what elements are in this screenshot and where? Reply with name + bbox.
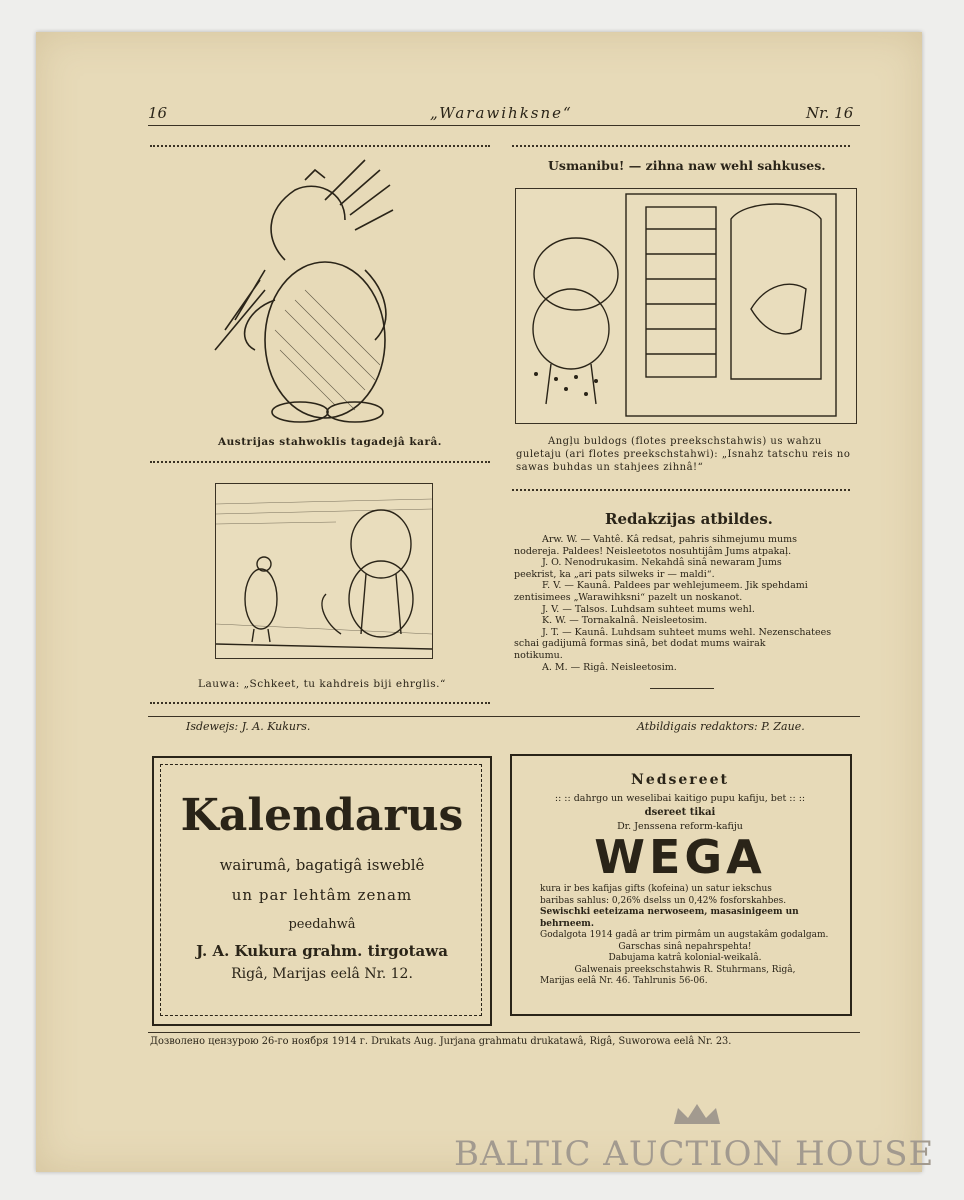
crown-icon [670,1102,724,1132]
wega-brand: WEGA [594,830,766,884]
printer-imprint: Дозволено цензурою 26-го ноября 1914 г. Drukats Aug. Jurjana grahmatu drukatawâ, Rigâ, Suworowa eelâ Nr. 23. [150,1036,732,1047]
bear-caption: Austrijas stahwoklis tagadejâ karâ. [218,436,442,448]
editor-line: Atbildigais redaktors: P. Zaue. [637,720,805,733]
reply-line: zentisimees „Warawihksni“ pazelt un noskanot. [514,591,743,603]
wega-line2: dsereet tikai [644,807,716,818]
short-rule [650,688,714,689]
wega-line1: :: :: dahrgo un weselibai kaitigo pupu kafiju, bet :: :: [554,793,806,804]
publisher-line: Isdewejs: J. A. Kukurs. [186,720,311,733]
bulldog-caption-line: sawas buhdas un stahjees zihnâ!“ [516,462,704,473]
lion-caption: Lauwa: „Schkeet, tu kahdreis biji ehrglis.“ [198,678,446,690]
imprint-rule [148,716,860,717]
wega-body-line: Galwenais preekschstahwis R. Stuhrmans, Rigâ, [574,964,796,975]
bear-eagle-illustration [205,150,445,430]
reply-line: J. T. — Kaunâ. Luhdsam suhteet mums wehl. Nezenschatees [542,626,832,638]
watermark-text: BALTIC AUCTION HOUSE [454,1134,935,1174]
dotted-divider [150,702,490,704]
replies-body [514,534,854,673]
reply-line: peekrist, ka „ari pats silweks ir — maldi“. [514,568,715,580]
bulldog-illustration [515,188,857,424]
wega-body-line: Dabujama katrâ kolonial-weikalâ. [608,953,762,963]
kalendarus-line4: J. A. Kukura grahm. tirgotawa [196,942,448,960]
wega-body-line: Garschas sinâ nepahrspehta! [618,941,752,952]
wega-body-line: kura ir bes kafijas gifts (kofeina) un satur iekschus [540,884,772,894]
kalendarus-line2: un par lehtâm zenam [231,886,413,904]
reply-line: A. M. — Rigâ. Neisleetosim. [542,661,677,673]
page-number: 16 [148,104,168,122]
wega-body [540,884,830,988]
replies-title: Redakzijas atbildes. [605,510,773,528]
wega-body-line: Sewischki eeteizama nerwoseem, masasinigeem un behrneem. [540,907,799,929]
reply-line: schai gadijumâ formas sinâ, bet dodat mums wairak [514,638,766,650]
wega-body-line: baribas sahlus: 0,26% dselss un 0,42% fosforskahbes. [540,895,787,906]
wega-line3: Dr. Jenssena reform-kafiju [617,821,743,832]
bulldog-caption-line: guletaju (ari flotes preekschstahwi): „Isnahz tatschu reis no [516,449,851,460]
reply-line: notikumu. [514,649,563,661]
bulldog-caption [516,435,856,474]
lion-vulture-illustration [215,483,433,659]
wega-body-line: Godalgota 1914 gadâ ar trim pirmâm un augstakâm godalgam. [540,930,829,940]
kalendarus-line1: wairumâ, bagatigâ isweblê [219,856,425,874]
kalendarus-line3: peedahwâ [288,917,356,932]
kalendarus-headline: Kalendarus [180,790,464,841]
dotted-divider [150,145,490,147]
reply-line: K. W. — Tornakalnâ. Neisleetosim. [542,615,708,627]
wega-body-line: Marijas eelâ Nr. 46. Tahlrunis 56-06. [540,976,708,986]
reply-line: Arw. W. — Vahtê. Kâ redsat, pahris sihmejumu mums [542,534,798,545]
dotted-divider [512,145,850,147]
publication-title: „Warawihksne“ [430,104,573,122]
dotted-divider [512,489,850,491]
reply-line: nodereja. Paldees! Neisleetotos nosuhtijâm Jums atpakaļ. [514,545,792,557]
kalendarus-line5: Rigâ, Marijas eelâ Nr. 12. [231,966,413,982]
wega-title: Nedsereet [631,772,729,788]
footer-rule [148,1032,860,1033]
reply-line: J. O. Nenodrukasim. Nekahdâ sinâ newaram Jums [542,557,782,569]
dotted-divider [150,461,490,463]
bulldog-caption-line: Angļu buldogs (flotes preekschstahwis) us wahzu [548,436,822,447]
header-rule [148,125,860,126]
bulldog-title: Usmanibu! — zihna naw wehl sahkuses. [548,158,826,173]
reply-line: J. V. — Talsos. Luhdsam suhteet mums wehl. [542,603,755,615]
reply-line: F. V. — Kaunâ. Paldees par wehlejumeem. Jik spehdami [542,580,808,592]
issue-number: Nr. 16 [806,104,854,122]
